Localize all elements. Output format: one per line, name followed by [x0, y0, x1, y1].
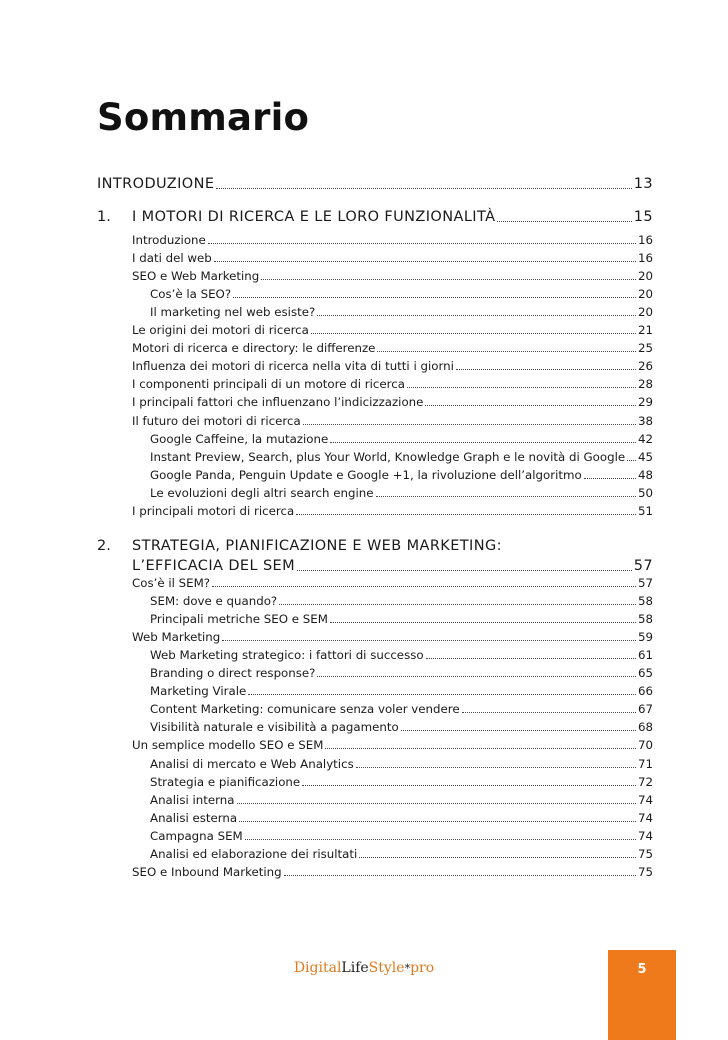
toc-entry-label: I principali fattori che influenzano l’indicizzazione [132, 395, 424, 410]
toc-entry-introduction[interactable] [97, 176, 653, 192]
toc-entry-page: 66 [637, 684, 653, 699]
toc-entry-page: 29 [637, 395, 653, 410]
toc-entry-label: I principali motori di ricerca [132, 503, 295, 518]
toc-entry-page: 75 [637, 864, 653, 879]
chapter-page: 57 [633, 558, 653, 574]
toc-entry-label: SEM: dove e quando? [150, 594, 278, 609]
toc-entry[interactable] [132, 377, 653, 391]
toc-entry[interactable] [132, 341, 653, 355]
toc-chapter-1[interactable] [132, 209, 653, 225]
chapter-title-line-1: STRATEGIA, PIANIFICAZIONE E WEB MARKETING: [132, 538, 502, 554]
toc-chapter-2[interactable] [132, 558, 653, 574]
dot-leader [261, 279, 636, 280]
toc-entry-page: 51 [637, 503, 653, 518]
toc-entry-label: Cos’è il SEM? [132, 576, 211, 590]
dot-leader [376, 496, 636, 497]
toc-entry-label: Google Panda, Penguin Update e Google +1, la rivoluzione dell’algoritmo [150, 467, 582, 482]
toc-entry-label: Principali metriche SEO e SEM [150, 612, 328, 627]
toc-entry[interactable] [132, 233, 653, 247]
chapter-number: 2. [97, 538, 111, 554]
toc-entry-label: Analisi di mercato e Web Analytics [150, 756, 354, 771]
toc-subentry[interactable] [150, 684, 653, 698]
toc-subentry[interactable] [150, 811, 653, 825]
dot-leader [627, 460, 636, 461]
dot-leader [284, 875, 636, 876]
brand-part: Life [341, 960, 369, 976]
toc-entry[interactable] [132, 269, 653, 283]
toc-entry-page: 57 [637, 576, 653, 590]
toc-entry-page: 38 [637, 413, 653, 428]
toc-entry-label: Instant Preview, Search, plus Your World, Knowledge Graph e le novità di Google [150, 449, 626, 464]
toc-entry-label: Google Caffeine, la mutazione [150, 431, 329, 446]
toc-entry-page: 20 [637, 287, 653, 302]
toc-entry-page: 75 [637, 846, 653, 861]
dot-leader [425, 405, 636, 406]
toc-entry-label: Strategia e pianificazione [150, 774, 301, 789]
toc-entry-page: 58 [637, 594, 653, 609]
toc-entry-page: 61 [637, 648, 653, 663]
toc-entry[interactable] [132, 395, 653, 409]
toc-entry-page: 16 [637, 251, 653, 266]
toc-entry-label: Web Marketing [132, 630, 221, 645]
dot-leader [297, 570, 632, 571]
page-title: Sommario [97, 96, 310, 139]
toc-entry-page: 74 [637, 828, 653, 843]
dot-leader [233, 297, 636, 298]
brand-part: Style [368, 960, 405, 976]
toc-entry-page: 58 [637, 612, 653, 627]
toc-entry-label: Analisi ed elaborazione dei risultati [150, 846, 358, 861]
dot-leader [407, 387, 636, 388]
toc-subentry[interactable] [150, 432, 653, 446]
toc-entry-label: SEO e Inbound Marketing [132, 864, 282, 879]
toc-subentry[interactable] [150, 720, 653, 734]
dot-leader [245, 839, 636, 840]
dot-leader [456, 369, 636, 370]
toc-entry-label: Il futuro dei motori di ricerca [132, 413, 301, 428]
toc-entry-label: Cos’è la SEO? [150, 287, 232, 302]
toc-entry-page: 70 [637, 738, 653, 753]
dot-leader [359, 857, 636, 858]
toc-entry-page: 74 [637, 792, 653, 807]
chapter-title: I MOTORI DI RICERCA E LE LORO FUNZIONALITÀ [132, 209, 496, 225]
brand-star-icon: * [404, 962, 411, 975]
toc-subentry[interactable] [150, 594, 653, 608]
toc-entry-page: 21 [637, 323, 653, 338]
toc-entry-label: INTRODUZIONE [97, 176, 215, 192]
dot-leader [462, 712, 636, 713]
toc-entry[interactable] [132, 504, 653, 518]
dot-leader [279, 604, 636, 605]
dot-leader [237, 803, 636, 804]
toc-entry-label: Influenza dei motori di ricerca nella vita di tutti i giorni [132, 359, 454, 374]
toc-entry-page: 65 [637, 666, 653, 681]
toc-subentry[interactable] [150, 486, 653, 500]
dot-leader [296, 514, 636, 515]
dot-leader [303, 424, 636, 425]
toc-subentry[interactable] [150, 666, 653, 680]
page-number: 5 [637, 962, 647, 977]
toc-subentry[interactable] [150, 468, 653, 482]
toc-entry[interactable] [132, 576, 653, 590]
toc-entry-label: Le evoluzioni degli altri search engine [150, 485, 374, 500]
toc-entry[interactable] [132, 414, 653, 428]
toc-subentry[interactable] [150, 287, 653, 301]
toc-entry-page: 48 [637, 467, 653, 482]
dot-leader [239, 821, 636, 822]
chapter-title-line-2: L’EFFICACIA DEL SEM [132, 558, 296, 574]
dot-leader [325, 748, 636, 749]
toc-entry-page: 42 [637, 431, 653, 446]
dot-leader [426, 658, 636, 659]
dot-leader [212, 586, 636, 587]
toc-entry-page: 71 [637, 756, 653, 771]
toc-entry-page: 68 [637, 720, 653, 735]
chapter-number: 1. [97, 209, 111, 225]
toc-entry-page: 50 [637, 485, 653, 500]
brand-part: pro [410, 960, 435, 976]
toc-entry-label: Marketing Virale [150, 684, 247, 699]
dot-leader [330, 622, 636, 623]
dot-leader [214, 261, 636, 262]
dot-leader [302, 785, 636, 786]
toc-entry-label: Le origini dei motori di ricerca [132, 323, 309, 338]
toc-entry-label: Branding o direct response? [150, 666, 316, 681]
dot-leader [311, 333, 636, 334]
toc-subentry[interactable] [150, 829, 653, 843]
toc-entry-label: Web Marketing strategico: i fattori di successo [150, 648, 424, 663]
toc-entry[interactable] [132, 865, 653, 879]
toc-entry-page: 20 [637, 305, 653, 320]
dot-leader [377, 351, 636, 352]
toc-subentry[interactable] [150, 847, 653, 861]
dot-leader [222, 640, 636, 641]
toc-subentry[interactable] [150, 648, 653, 662]
dot-leader [356, 767, 636, 768]
toc-subentry[interactable] [150, 775, 653, 789]
toc-subentry[interactable] [150, 757, 653, 771]
toc-entry[interactable] [132, 323, 653, 337]
toc-entry-page: 74 [637, 810, 653, 825]
toc-entry-page: 20 [637, 269, 653, 284]
dot-leader [208, 243, 636, 244]
toc-entry-page: 72 [637, 774, 653, 789]
toc-entry-label: I componenti principali di un motore di ricerca [132, 377, 405, 392]
toc-entry-page: 16 [637, 233, 653, 247]
toc-entry-label: Analisi esterna [150, 810, 238, 825]
dot-leader [248, 694, 636, 695]
toc-entry-label: SEO e Web Marketing [132, 269, 260, 284]
page-number-tab [608, 950, 676, 1040]
toc-entry-page: 59 [637, 630, 653, 645]
toc-entry-label: Introduzione [132, 233, 206, 247]
dot-leader [216, 188, 631, 189]
dot-leader [401, 730, 636, 731]
toc-entry-page: 13 [633, 176, 653, 192]
toc-entry[interactable] [132, 359, 653, 373]
toc-entry-page: 25 [637, 341, 653, 356]
toc-entry-label: Motori di ricerca e directory: le differenze [132, 341, 376, 356]
toc-entry-label: Visibilità naturale e visibilità a pagamento [150, 720, 399, 735]
toc-subentry[interactable] [150, 305, 653, 319]
brand-part: Digital [293, 960, 342, 976]
toc-entry-page: 28 [637, 377, 653, 392]
toc-entry[interactable] [132, 630, 653, 644]
dot-leader [497, 221, 631, 222]
toc-entry[interactable] [132, 251, 653, 265]
toc-entry-label: Un semplice modello SEO e SEM [132, 738, 324, 753]
toc-entry-label: Campagna SEM [150, 828, 243, 843]
dot-leader [317, 676, 636, 677]
toc-subentry[interactable] [150, 612, 653, 626]
dot-leader [584, 478, 636, 479]
toc-subentry[interactable] [150, 702, 653, 716]
toc-entry-label: Content Marketing: comunicare senza voler vendere [150, 702, 460, 717]
toc-entry-page: 26 [637, 359, 653, 374]
toc-entry-label: I dati del web [132, 251, 212, 266]
dot-leader [317, 315, 636, 316]
chapter-page: 15 [633, 209, 653, 225]
toc-entry-label: Analisi interna [150, 792, 235, 807]
dot-leader [330, 442, 636, 443]
toc-subentry[interactable] [150, 450, 653, 464]
toc-subentry[interactable] [150, 793, 653, 807]
toc-entry-page: 45 [637, 449, 653, 464]
toc-entry-page: 67 [637, 702, 653, 717]
toc-entry-label: Il marketing nel web esiste? [150, 305, 316, 320]
toc-entry[interactable] [132, 738, 653, 752]
